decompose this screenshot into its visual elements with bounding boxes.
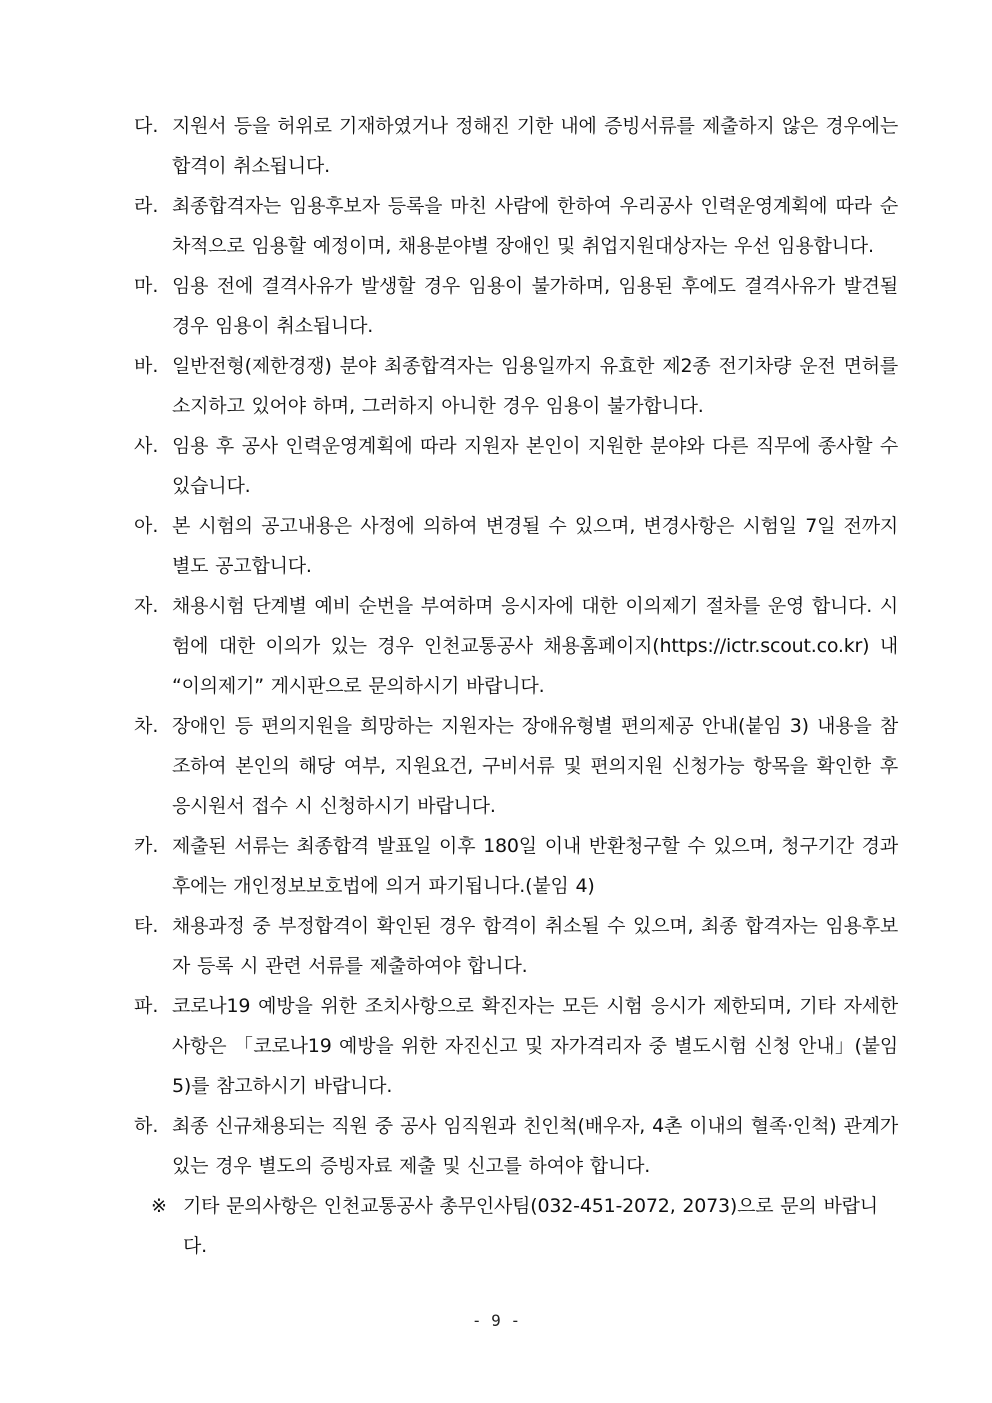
item-marker: 마. (134, 275, 159, 297)
page-number: - 9 - (471, 1311, 521, 1330)
item-text: 임용 전에 결격사유가 발생할 경우 임용이 불가하며, 임용된 후에도 결격사유가 발견될 경우 임용이 취소됩니다. (172, 275, 898, 337)
item-text: 임용 후 공사 인력운영계획에 따라 지원자 본인이 지원한 분야와 다른 직무에 종사할 수 있습니다. (172, 435, 898, 497)
item-marker: 사. (134, 435, 159, 457)
item-marker: 파. (134, 995, 159, 1017)
item-text: 채용과정 중 부정합격이 확인된 경우 합격이 취소될 수 있으며, 최종 합격자는 임용후보자 등록 시 관련 서류를 제출하여야 합니다. (172, 915, 898, 977)
list-item (134, 186, 898, 266)
item-text: 지원서 등을 허위로 기재하였거나 정해진 기한 내에 증빙서류를 제출하지 않은 경우에는 합격이 취소됩니다. (172, 115, 898, 177)
item-marker: 라. (134, 195, 159, 217)
item-marker: 하. (134, 1115, 159, 1137)
list-item (134, 1106, 898, 1186)
list-item (134, 426, 898, 506)
item-marker: 자. (134, 595, 159, 617)
item-marker: 아. (134, 515, 159, 537)
item-text: 코로나19 예방을 위한 조치사항으로 확진자는 모든 시험 응시가 제한되며, 기타 자세한 사항은 「코로나19 예방을 위한 자진신고 및 자가격리자 중 별도시험 신청 안내」(붙임 5)를 참고하시기 바랍니다. (172, 995, 898, 1097)
list-item (134, 986, 898, 1106)
list-item (134, 106, 898, 186)
item-text: 본 시험의 공고내용은 사정에 의하여 변경될 수 있으며, 변경사항은 시험일 7일 전까지 별도 공고합니다. (172, 515, 898, 577)
item-text: 최종합격자는 임용후보자 등록을 마친 사람에 한하여 우리공사 인력운영계획에 따라 순차적으로 임용할 예정이며, 채용분야별 장애인 및 취업지원대상자는 우선 임용합니다. (172, 195, 898, 257)
list-item (134, 506, 898, 586)
item-text: 채용시험 단계별 예비 순번을 부여하며 응시자에 대한 이의제기 절차를 운영 합니다. 시험에 대한 이의가 있는 경우 인천교통공사 채용홈페이지(https://ictr.scout.co.kr) 내 “이의제기” 게시판으로 문의하시기 바랍니다. (172, 595, 898, 697)
item-marker: 다. (134, 115, 159, 137)
list-item (134, 346, 898, 426)
list-item (134, 906, 898, 986)
item-marker: 카. (134, 835, 159, 857)
item-marker: 타. (134, 915, 159, 937)
item-text: 제출된 서류는 최종합격 발표일 이후 180일 이내 반환청구할 수 있으며, 청구기간 경과 후에는 개인정보보호법에 의거 파기됩니다.(붙임 4) (172, 835, 898, 897)
item-marker: 차. (134, 715, 159, 737)
item-text: 일반전형(제한경쟁) 분야 최종합격자는 임용일까지 유효한 제2종 전기차량 운전 면허를 소지하고 있어야 하며, 그러하지 아니한 경우 임용이 불가합니다. (172, 355, 898, 417)
notice-list (134, 106, 898, 1266)
item-text: 장애인 등 편의지원을 희망하는 지원자는 장애유형별 편의제공 안내(붙임 3) 내용을 참조하여 본인의 해당 여부, 지원요건, 구비서류 및 편의지원 신청가능 항목을 확인한 후 응시원서 접수 시 신청하시기 바랍니다. (172, 715, 898, 817)
list-item (134, 826, 898, 906)
item-marker: 바. (134, 355, 159, 377)
list-item (134, 706, 898, 826)
note-text: 기타 문의사항은 인천교통공사 총무인사팀(032-451-2072, 2073)으로 문의 바랍니다. (183, 1195, 878, 1257)
reference-mark-icon: ※ (151, 1195, 167, 1217)
list-item (134, 586, 898, 706)
item-text: 최종 신규채용되는 직원 중 공사 임직원과 친인척(배우자, 4촌 이내의 혈족·인척) 관계가 있는 경우 별도의 증빙자료 제출 및 신고를 하여야 합니다. (172, 1115, 898, 1177)
list-item (134, 266, 898, 346)
contact-note (134, 1186, 898, 1266)
